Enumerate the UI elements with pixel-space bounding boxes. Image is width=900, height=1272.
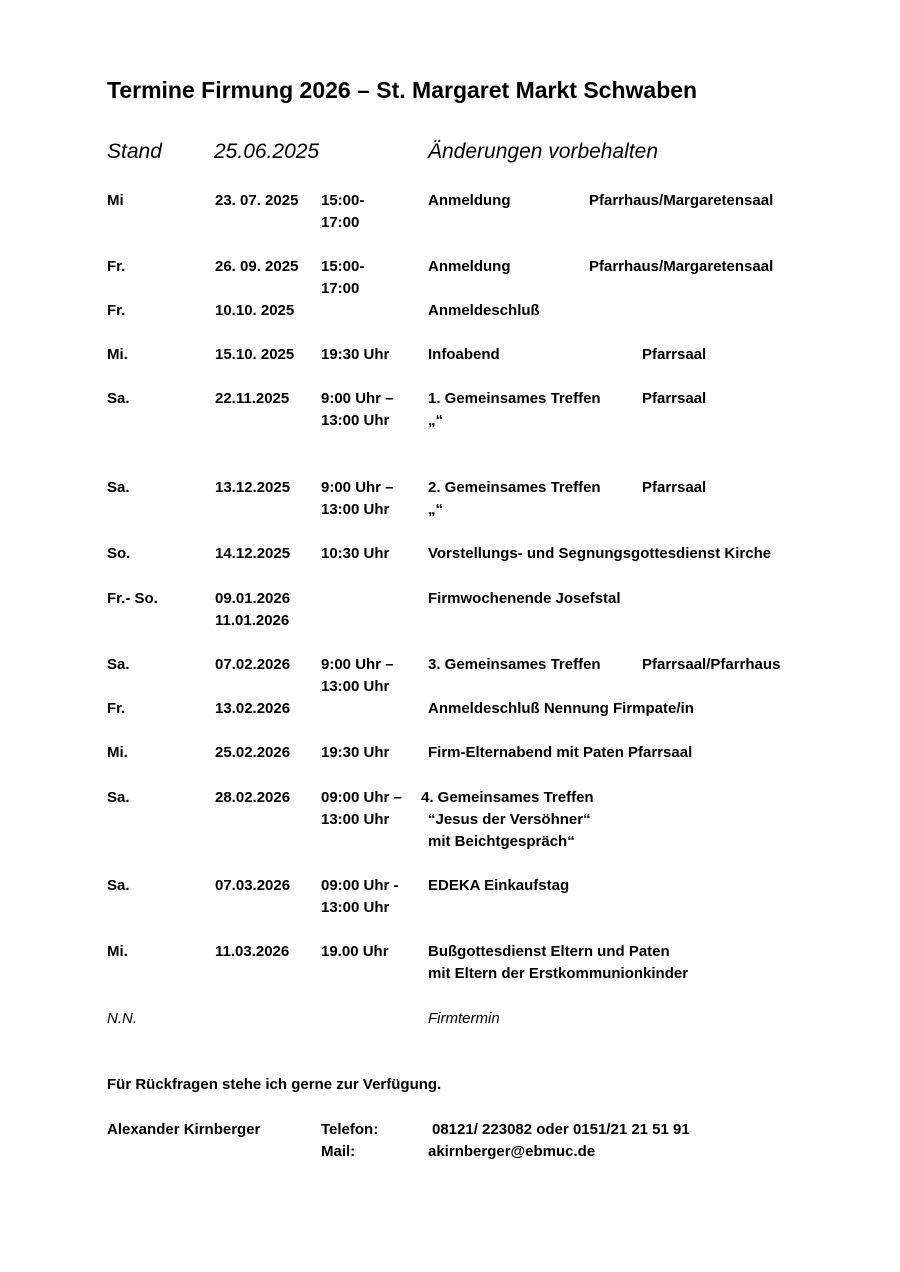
event-location: Pfarrsaal: [642, 346, 707, 363]
mail-label: Mail:: [321, 1143, 356, 1160]
event-day: Fr.: [107, 700, 126, 717]
event-time: 17:00: [321, 280, 360, 297]
event-time: 17:00: [321, 214, 360, 231]
event-time: 10:30 Uhr: [321, 545, 390, 562]
event-description: Infoabend: [428, 346, 500, 363]
event-date: 09.01.2026: [215, 590, 291, 607]
stand-label: Stand: [107, 140, 162, 163]
event-date: 14.12.2025: [215, 545, 291, 562]
event-date: 07.02.2026: [215, 656, 291, 673]
event-day: Mi.: [107, 744, 128, 761]
event-description: “Jesus der Versöhner“: [428, 811, 591, 828]
event-description: Firm-Elternabend mit Paten Pfarrsaal: [428, 744, 693, 761]
event-description: Vorstellungs- und Segnungsgottesdienst Kirche: [428, 545, 772, 562]
event-description: Anmeldeschluß Nennung Firmpate/in: [428, 700, 694, 717]
event-description: 4. Gemeinsames Treffen: [421, 789, 594, 806]
stand-date: 25.06.2025: [214, 140, 320, 163]
event-date: 13.12.2025: [215, 479, 291, 496]
event-date: 10.10. 2025: [215, 302, 295, 319]
event-date: 26. 09. 2025: [215, 258, 299, 275]
event-date: 13.02.2026: [215, 700, 291, 717]
event-time: 13:00 Uhr: [321, 811, 390, 828]
event-location: Pfarrhaus/Margaretensaal: [589, 258, 774, 275]
event-description: EDEKA Einkaufstag: [428, 877, 570, 894]
event-time: 09:00 Uhr -: [321, 877, 399, 894]
event-date: 11.03.2026: [215, 943, 290, 960]
event-location: Pfarrhaus/Margaretensaal: [589, 192, 774, 209]
event-date: 28.02.2026: [215, 789, 291, 806]
event-description: 3. Gemeinsames Treffen: [428, 656, 601, 673]
event-day: Sa.: [107, 789, 130, 806]
event-day: So.: [107, 545, 131, 562]
event-description: Firmtermin: [428, 1010, 500, 1027]
event-day: Mi: [107, 192, 124, 209]
event-date: 25.02.2026: [215, 744, 291, 761]
event-day: Fr.: [107, 258, 126, 275]
changes-note: Änderungen vorbehalten: [428, 140, 659, 163]
event-day: Sa.: [107, 877, 130, 894]
event-description: Firmwochenende Josefstal: [428, 590, 621, 607]
event-day: Sa.: [107, 390, 130, 407]
event-time: 9:00 Uhr –: [321, 479, 394, 496]
event-description: mit Eltern der Erstkommunionkinder: [428, 965, 689, 982]
event-time: 15:00-: [321, 192, 365, 209]
event-time: 13:00 Uhr: [321, 899, 390, 916]
event-day: Mi.: [107, 943, 128, 960]
footer-question: Für Rückfragen stehe ich gerne zur Verfügung.: [107, 1076, 442, 1093]
event-day: Fr.: [107, 302, 126, 319]
event-day: Sa.: [107, 479, 130, 496]
event-time: 13:00 Uhr: [321, 678, 390, 695]
event-date: 23. 07. 2025: [215, 192, 299, 209]
event-description: mit Beichtgespräch“: [428, 833, 575, 850]
event-time: 09:00 Uhr –: [321, 789, 402, 806]
page-title: Termine Firmung 2026 – St. Margaret Markt Schwaben: [107, 77, 698, 103]
event-date: 15.10. 2025: [215, 346, 295, 363]
event-day: Mi.: [107, 346, 128, 363]
event-time: 13:00 Uhr: [321, 501, 390, 518]
event-description: Anmeldeschluß: [428, 302, 540, 319]
event-location: Pfarrsaal: [642, 390, 707, 407]
event-time: 19:30 Uhr: [321, 744, 390, 761]
event-location: Pfarrsaal/Pfarrhaus: [642, 656, 781, 673]
event-time: 13:00 Uhr: [321, 412, 390, 429]
event-day: Sa.: [107, 656, 130, 673]
event-date: 11.01.2026: [215, 612, 290, 629]
event-description: Bußgottesdienst Eltern und Paten: [428, 943, 670, 960]
event-description: 1. Gemeinsames Treffen: [428, 390, 601, 407]
event-time: 19:30 Uhr: [321, 346, 390, 363]
event-description: Anmeldung: [428, 258, 511, 275]
event-day: Fr.- So.: [107, 590, 158, 607]
event-location: Pfarrsaal: [642, 479, 707, 496]
event-time: 19.00 Uhr: [321, 943, 389, 960]
event-day: N.N.: [107, 1010, 137, 1027]
event-description: Anmeldung: [428, 192, 511, 209]
phone-label: Telefon:: [321, 1121, 379, 1138]
event-date: 22.11.2025: [215, 390, 290, 407]
contact-name: Alexander Kirnberger: [107, 1121, 261, 1138]
mail-value: akirnberger@ebmuc.de: [428, 1143, 596, 1160]
event-time: 9:00 Uhr –: [321, 656, 394, 673]
event-time: 9:00 Uhr –: [321, 390, 394, 407]
event-date: 07.03.2026: [215, 877, 291, 894]
event-time: 15:00-: [321, 258, 365, 275]
event-description: „“: [428, 501, 443, 518]
event-description: 2. Gemeinsames Treffen: [428, 479, 601, 496]
event-description: „“: [428, 412, 443, 429]
phone-value: 08121/ 223082 oder 0151/21 21 51 91: [432, 1121, 690, 1138]
